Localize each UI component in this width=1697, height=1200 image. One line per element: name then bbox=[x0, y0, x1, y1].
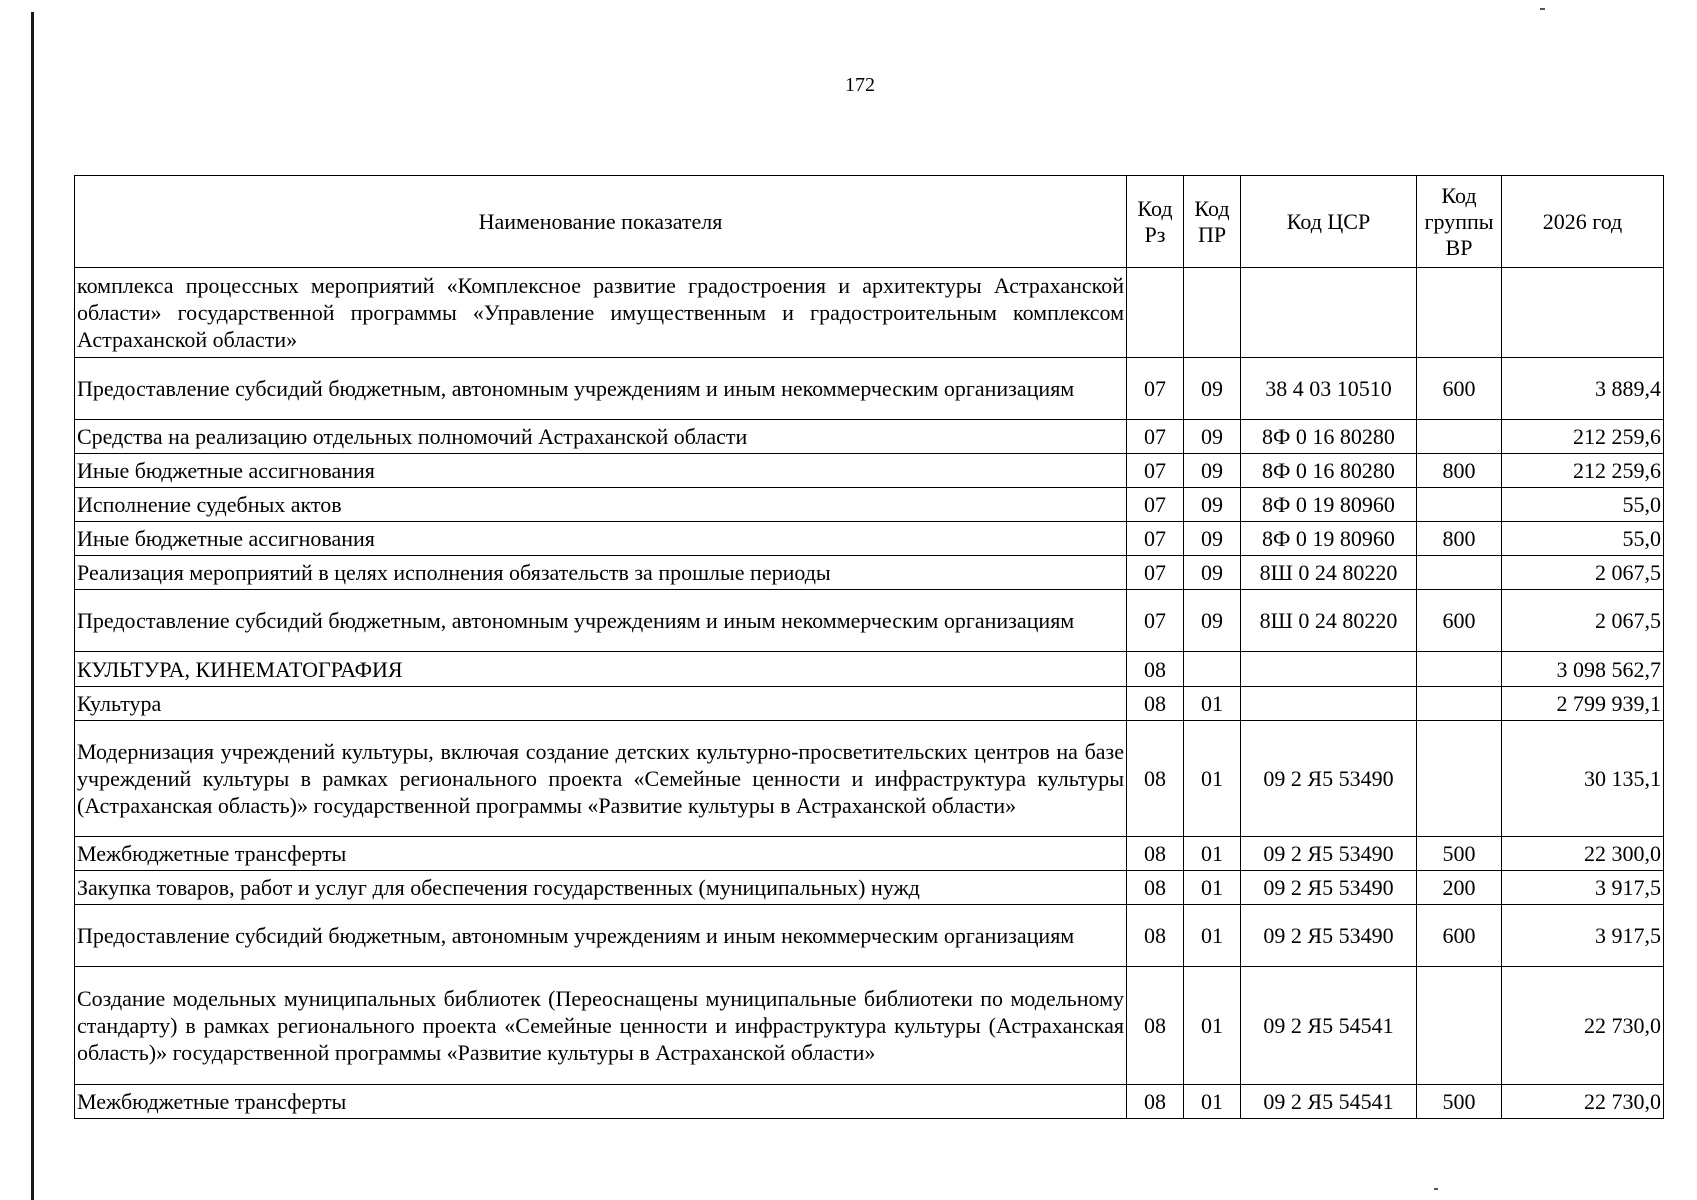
row-name: Закупка товаров, работ и услуг для обеспечения государственных (муниципальных) нужд bbox=[75, 871, 1127, 905]
row-name: Исполнение судебных актов bbox=[75, 488, 1127, 522]
row-rz: 08 bbox=[1127, 837, 1184, 871]
table-row bbox=[75, 522, 1664, 556]
row-rz: 08 bbox=[1127, 905, 1184, 967]
table-row bbox=[75, 871, 1664, 905]
row-pr: 01 bbox=[1184, 905, 1241, 967]
row-rz: 07 bbox=[1127, 556, 1184, 590]
table-row bbox=[75, 1085, 1664, 1119]
row-vr bbox=[1417, 967, 1502, 1085]
row-pr: 09 bbox=[1184, 590, 1241, 652]
row-amount: 30 135,1 bbox=[1502, 721, 1664, 837]
row-csr bbox=[1241, 268, 1417, 358]
row-rz: 07 bbox=[1127, 358, 1184, 420]
binding-margin-line bbox=[31, 12, 34, 1200]
row-rz: 08 bbox=[1127, 721, 1184, 837]
row-csr bbox=[1241, 687, 1417, 721]
row-pr: 01 bbox=[1184, 687, 1241, 721]
row-rz: 08 bbox=[1127, 1085, 1184, 1119]
scan-speck bbox=[1540, 8, 1545, 10]
row-pr: 09 bbox=[1184, 358, 1241, 420]
row-csr: 09 2 Я5 54541 bbox=[1241, 1085, 1417, 1119]
row-csr: 8Ш 0 24 80220 bbox=[1241, 590, 1417, 652]
row-name: Создание модельных муниципальных библиотек (Переоснащены муниципальные библиотеки по модельному стандарту) в рамках регионального проекта «Семейные ценности и инфраструктура культуры (Астраханская область)» государственной программы «Развитие культуры в Астраханской области» bbox=[75, 967, 1127, 1085]
budget-table bbox=[74, 175, 1664, 1119]
header-name: Наименование показателя bbox=[75, 176, 1127, 268]
row-pr: 01 bbox=[1184, 871, 1241, 905]
page-number: 172 bbox=[845, 74, 875, 96]
row-amount: 2 067,5 bbox=[1502, 556, 1664, 590]
table-row bbox=[75, 454, 1664, 488]
row-csr: 8Ш 0 24 80220 bbox=[1241, 556, 1417, 590]
row-name: Предоставление субсидий бюджетным, автономным учреждениям и иным некоммерческим организациям bbox=[75, 590, 1127, 652]
table-row bbox=[75, 358, 1664, 420]
row-csr: 8Ф 0 16 80280 bbox=[1241, 420, 1417, 454]
table-row bbox=[75, 687, 1664, 721]
scan-speck bbox=[1434, 1188, 1438, 1190]
row-pr: 01 bbox=[1184, 837, 1241, 871]
row-name: Предоставление субсидий бюджетным, автономным учреждениям и иным некоммерческим организациям bbox=[75, 358, 1127, 420]
row-pr: 01 bbox=[1184, 1085, 1241, 1119]
row-pr: 01 bbox=[1184, 967, 1241, 1085]
row-rz: 07 bbox=[1127, 454, 1184, 488]
row-name: Иные бюджетные ассигнования bbox=[75, 454, 1127, 488]
row-amount: 2 067,5 bbox=[1502, 590, 1664, 652]
row-rz: 08 bbox=[1127, 652, 1184, 687]
row-name: Средства на реализацию отдельных полномочий Астраханской области bbox=[75, 420, 1127, 454]
row-amount: 22 300,0 bbox=[1502, 837, 1664, 871]
row-vr bbox=[1417, 652, 1502, 687]
row-pr: 09 bbox=[1184, 556, 1241, 590]
row-vr: 500 bbox=[1417, 1085, 1502, 1119]
row-csr bbox=[1241, 652, 1417, 687]
header-pr: Код ПР bbox=[1184, 176, 1241, 268]
row-rz: 08 bbox=[1127, 687, 1184, 721]
row-amount: 212 259,6 bbox=[1502, 420, 1664, 454]
row-vr: 600 bbox=[1417, 358, 1502, 420]
row-rz: 07 bbox=[1127, 590, 1184, 652]
row-csr: 8Ф 0 19 80960 bbox=[1241, 522, 1417, 556]
header-rz: Код Рз bbox=[1127, 176, 1184, 268]
row-vr: 600 bbox=[1417, 905, 1502, 967]
table-row bbox=[75, 488, 1664, 522]
row-vr: 500 bbox=[1417, 837, 1502, 871]
row-vr bbox=[1417, 721, 1502, 837]
table-row bbox=[75, 837, 1664, 871]
row-csr: 09 2 Я5 53490 bbox=[1241, 905, 1417, 967]
row-vr bbox=[1417, 488, 1502, 522]
row-rz: 07 bbox=[1127, 488, 1184, 522]
header-year: 2026 год bbox=[1502, 176, 1664, 268]
row-amount: 3 917,5 bbox=[1502, 871, 1664, 905]
row-amount bbox=[1502, 268, 1664, 358]
row-csr: 09 2 Я5 53490 bbox=[1241, 837, 1417, 871]
row-name: Межбюджетные трансферты bbox=[75, 1085, 1127, 1119]
row-amount: 3 917,5 bbox=[1502, 905, 1664, 967]
row-amount: 3 098 562,7 bbox=[1502, 652, 1664, 687]
table-row bbox=[75, 590, 1664, 652]
row-vr bbox=[1417, 268, 1502, 358]
row-pr bbox=[1184, 652, 1241, 687]
row-pr: 09 bbox=[1184, 454, 1241, 488]
row-vr bbox=[1417, 556, 1502, 590]
row-vr bbox=[1417, 687, 1502, 721]
row-name: Иные бюджетные ассигнования bbox=[75, 522, 1127, 556]
row-pr: 09 bbox=[1184, 488, 1241, 522]
table-row bbox=[75, 967, 1664, 1085]
row-rz: 08 bbox=[1127, 871, 1184, 905]
row-name: Предоставление субсидий бюджетным, автономным учреждениям и иным некоммерческим организациям bbox=[75, 905, 1127, 967]
row-name: Культура bbox=[75, 687, 1127, 721]
row-pr bbox=[1184, 268, 1241, 358]
row-csr: 09 2 Я5 53490 bbox=[1241, 721, 1417, 837]
row-vr: 800 bbox=[1417, 454, 1502, 488]
row-name: Модернизация учреждений культуры, включая создание детских культурно-просветительских центров на базе учреждений культуры в рамках регионального проекта «Семейные ценности и инфраструктура культуры (Астраханская область)» государственной программы «Развитие культуры в Астраханской области» bbox=[75, 721, 1127, 837]
row-pr: 09 bbox=[1184, 522, 1241, 556]
row-csr: 09 2 Я5 54541 bbox=[1241, 967, 1417, 1085]
table-row bbox=[75, 652, 1664, 687]
table-row bbox=[75, 556, 1664, 590]
row-rz bbox=[1127, 268, 1184, 358]
row-name: Межбюджетные трансферты bbox=[75, 837, 1127, 871]
row-amount: 22 730,0 bbox=[1502, 1085, 1664, 1119]
row-amount: 55,0 bbox=[1502, 522, 1664, 556]
table-row bbox=[75, 420, 1664, 454]
table-row bbox=[75, 721, 1664, 837]
header-vr: Код группы ВР bbox=[1417, 176, 1502, 268]
row-vr: 200 bbox=[1417, 871, 1502, 905]
row-vr bbox=[1417, 420, 1502, 454]
row-name: комплекса процессных мероприятий «Комплексное развитие градостроения и архитектуры Астраханской области» государственной программы «Управление имущественным и градостроительным комплексом Астраханской области» bbox=[75, 268, 1127, 358]
row-csr: 8Ф 0 16 80280 bbox=[1241, 454, 1417, 488]
table-row bbox=[75, 268, 1664, 358]
row-name: Реализация мероприятий в целях исполнения обязательств за прошлые периоды bbox=[75, 556, 1127, 590]
row-amount: 212 259,6 bbox=[1502, 454, 1664, 488]
table-header-row bbox=[75, 176, 1664, 268]
row-vr: 800 bbox=[1417, 522, 1502, 556]
table-row bbox=[75, 905, 1664, 967]
row-vr: 600 bbox=[1417, 590, 1502, 652]
row-pr: 09 bbox=[1184, 420, 1241, 454]
row-rz: 07 bbox=[1127, 522, 1184, 556]
row-csr: 09 2 Я5 53490 bbox=[1241, 871, 1417, 905]
row-pr: 01 bbox=[1184, 721, 1241, 837]
row-name: КУЛЬТУРА, КИНЕМАТОГРАФИЯ bbox=[75, 652, 1127, 687]
row-amount: 3 889,4 bbox=[1502, 358, 1664, 420]
row-amount: 2 799 939,1 bbox=[1502, 687, 1664, 721]
row-csr: 8Ф 0 19 80960 bbox=[1241, 488, 1417, 522]
row-rz: 08 bbox=[1127, 967, 1184, 1085]
header-csr: Код ЦСР bbox=[1241, 176, 1417, 268]
row-rz: 07 bbox=[1127, 420, 1184, 454]
row-amount: 22 730,0 bbox=[1502, 967, 1664, 1085]
row-csr: 38 4 03 10510 bbox=[1241, 358, 1417, 420]
row-amount: 55,0 bbox=[1502, 488, 1664, 522]
